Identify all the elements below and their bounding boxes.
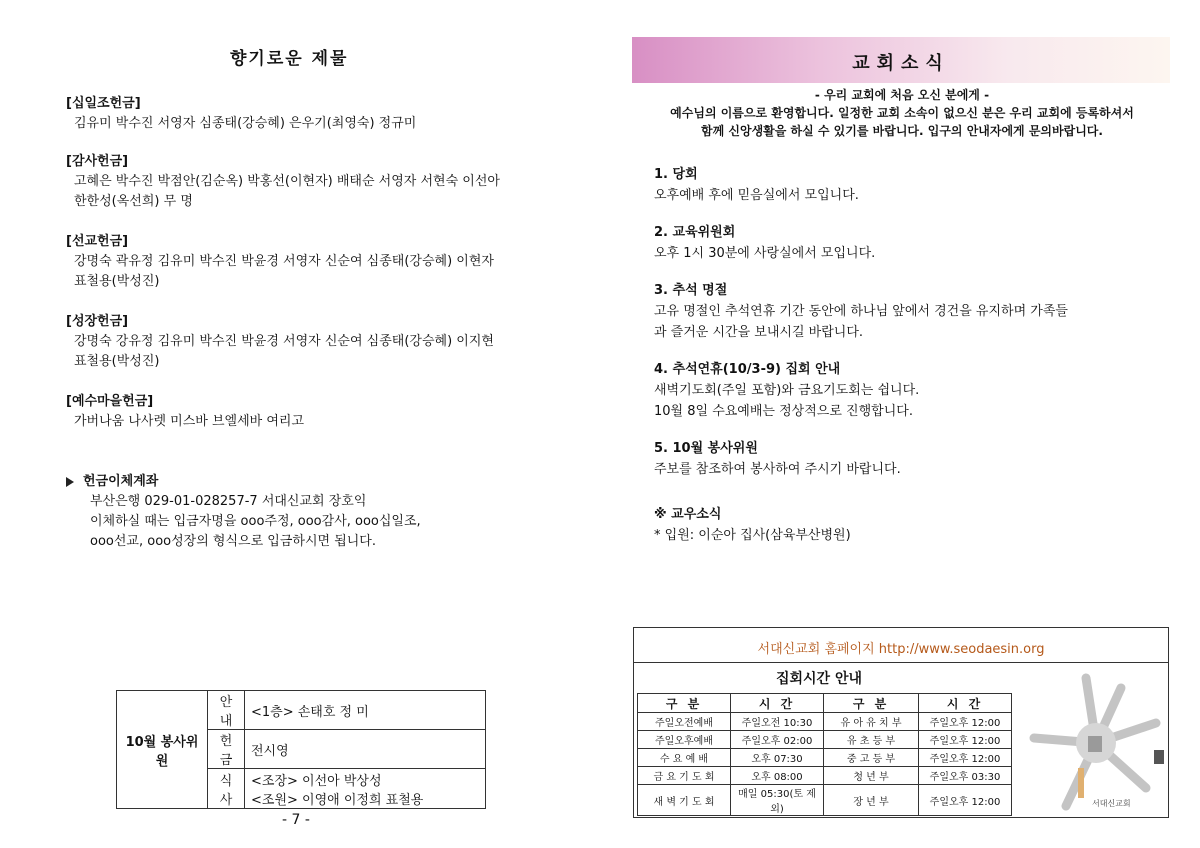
duty-category: 식사 bbox=[208, 769, 245, 809]
transfer-line: 이체하실 때는 입금자명을 ooo주정, ooo감사, ooo십일조, bbox=[90, 514, 421, 529]
offering-village bbox=[66, 392, 536, 432]
schedule-cell: 장 년 부 bbox=[824, 785, 919, 816]
transfer-head: 헌금이체계좌 bbox=[83, 474, 159, 489]
table-row bbox=[638, 785, 1012, 816]
news-line: 오후예배 후에 믿음실에서 모입니다. bbox=[654, 188, 859, 203]
left-page-title: 향기로운 제물 bbox=[230, 49, 349, 69]
schedule-cell: 주일오후 03:30 bbox=[919, 767, 1012, 785]
map-church-building-icon bbox=[1088, 736, 1102, 752]
news-item bbox=[654, 504, 1154, 546]
duty-category: 헌금 bbox=[208, 730, 245, 769]
map-marker-icon bbox=[1078, 768, 1084, 798]
news-head: ※ 교우소식 bbox=[654, 507, 722, 522]
news-line: 오후 1시 30분에 사랑실에서 모입니다. bbox=[654, 246, 876, 261]
offering-head: [예수마을헌금] bbox=[66, 394, 154, 409]
duty-value: <1층> 손태호 정 미 bbox=[245, 691, 486, 730]
location-map bbox=[1026, 668, 1166, 813]
homepage-link[interactable]: 서대신교회 홈페이지 http://www.seodaesin.org bbox=[757, 642, 1045, 657]
offering-head: [십일조헌금] bbox=[66, 96, 141, 111]
schedule-cell: 주일오후 12:00 bbox=[919, 713, 1012, 731]
schedule-header: 시 간 bbox=[731, 694, 824, 713]
schedule-cell: 주일오전예배 bbox=[638, 713, 731, 731]
news-item bbox=[654, 280, 1154, 343]
map-label: 서대신교회 bbox=[1092, 799, 1131, 808]
table-row bbox=[638, 749, 1012, 767]
schedule-table bbox=[637, 693, 1012, 816]
news-item bbox=[654, 359, 1154, 422]
schedule-cell: 수 요 예 배 bbox=[638, 749, 731, 767]
offering-mission bbox=[66, 232, 536, 292]
duty-table bbox=[116, 690, 486, 809]
schedule-cell: 주일오후 02:00 bbox=[731, 731, 824, 749]
duty-label: 10월 봉사위원 bbox=[117, 691, 208, 809]
transfer-account-section bbox=[66, 472, 546, 552]
offering-head: [감사헌금] bbox=[66, 154, 129, 169]
news-head: 5. 10월 봉사위원 bbox=[654, 441, 758, 456]
offering-line: 표철용(박성진) bbox=[74, 354, 160, 369]
schedule-cell: 유 초 등 부 bbox=[824, 731, 919, 749]
table-row bbox=[638, 767, 1012, 785]
news-line: * 입원: 이순아 집사(삼육부산병원) bbox=[654, 528, 851, 543]
table-row bbox=[638, 713, 1012, 731]
news-head: 3. 추석 명절 bbox=[654, 283, 728, 298]
news-head: 4. 추석연휴(10/3-9) 집회 안내 bbox=[654, 362, 841, 377]
offering-line: 표철용(박성진) bbox=[74, 274, 160, 289]
news-line: 10월 8일 수요예배는 정상적으로 진행합니다. bbox=[654, 404, 913, 419]
duty-category: 안내 bbox=[208, 691, 245, 730]
offering-growth bbox=[66, 312, 536, 372]
news-line: 새벽기도회(주일 포함)와 금요기도회는 쉽니다. bbox=[654, 383, 920, 398]
schedule-cell: 주일오전 10:30 bbox=[731, 713, 824, 731]
news-head: 1. 당회 bbox=[654, 167, 698, 182]
schedule-cell: 매일 05:30(토 제외) bbox=[731, 785, 824, 816]
welcome-line: 함께 신앙생활을 하실 수 있기를 바랍니다. 입구의 안내자에게 문의바랍니다. bbox=[701, 124, 1103, 138]
map-building-icon bbox=[1154, 750, 1164, 764]
news-head: 2. 교육위원회 bbox=[654, 225, 736, 240]
duty-value-line: <조장> 이선아 박상성 bbox=[251, 773, 382, 789]
schedule-cell: 오후 08:00 bbox=[731, 767, 824, 785]
duty-value-line: <조원> 이영애 이정희 표철용 bbox=[251, 792, 424, 808]
meeting-times-title: 집회시간 안내 bbox=[775, 671, 863, 687]
news-item bbox=[654, 222, 1154, 264]
schedule-cell: 유 아 유 치 부 bbox=[824, 713, 919, 731]
duty-value: 전시영 bbox=[245, 730, 486, 769]
schedule-cell: 오후 07:30 bbox=[731, 749, 824, 767]
welcome-heading: - 우리 교회에 처음 오신 분에게 - bbox=[814, 88, 990, 102]
church-news-title: 교회소식 bbox=[852, 53, 950, 74]
offering-line: 가버나움 나사렛 미스바 브엘세바 여리고 bbox=[74, 414, 305, 429]
schedule-header: 시 간 bbox=[919, 694, 1012, 713]
news-line: 고유 명절인 추석연휴 기간 동안에 하나님 앞에서 경건을 유지하며 가족들 bbox=[654, 304, 1068, 319]
schedule-cell: 주일오후 12:00 bbox=[919, 785, 1012, 816]
page-number: - 7 - bbox=[282, 812, 310, 828]
offering-thanks bbox=[66, 152, 536, 212]
offering-head: [선교헌금] bbox=[66, 234, 129, 249]
schedule-cell: 주일오후 12:00 bbox=[919, 731, 1012, 749]
news-line: 주보를 참조하여 봉사하여 주시기 바랍니다. bbox=[654, 462, 901, 477]
schedule-cell: 주일오후 12:00 bbox=[919, 749, 1012, 767]
offering-line: 강명숙 곽유정 김유미 박수진 박윤경 서영자 신순여 심종태(강승혜) 이현자 bbox=[74, 254, 494, 269]
offering-line: 김유미 박수진 서영자 심종태(강승혜) 은우기(최영숙) 정규미 bbox=[74, 116, 417, 131]
transfer-line: 부산은행 029-01-028257-7 서대신교회 장호익 bbox=[90, 494, 367, 509]
schedule-cell: 중 고 등 부 bbox=[824, 749, 919, 767]
news-item bbox=[654, 438, 1154, 480]
offering-line: 한한성(옥선희) 무 명 bbox=[74, 194, 193, 209]
schedule-cell: 새 벽 기 도 회 bbox=[638, 785, 731, 816]
schedule-cell: 금 요 기 도 회 bbox=[638, 767, 731, 785]
offering-head: [성장헌금] bbox=[66, 314, 129, 329]
news-line: 과 즐거운 시간을 보내시길 바랍니다. bbox=[654, 325, 864, 340]
table-row bbox=[638, 731, 1012, 749]
news-item bbox=[654, 164, 1154, 206]
schedule-cell: 주일오후예배 bbox=[638, 731, 731, 749]
schedule-cell: 청 년 부 bbox=[824, 767, 919, 785]
offering-line: 고혜은 박수진 박점안(김순옥) 박홍선(이현자) 배태순 서영자 서현숙 이선아 bbox=[74, 174, 500, 189]
transfer-line: ooo선교, ooo성장의 형식으로 입금하시면 됩니다. bbox=[90, 534, 377, 549]
church-news-banner bbox=[632, 37, 1170, 83]
triangle-bullet-icon bbox=[66, 477, 74, 487]
offering-tithe bbox=[66, 94, 536, 134]
duty-value bbox=[245, 769, 486, 809]
schedule-header: 구 분 bbox=[824, 694, 919, 713]
welcome-line: 예수님의 이름으로 환영합니다. 일정한 교회 소속이 없으신 분은 우리 교회에 등록하셔서 bbox=[670, 106, 1134, 120]
schedule-header: 구 분 bbox=[638, 694, 731, 713]
offering-line: 강명숙 강유정 김유미 박수진 박윤경 서영자 신순여 심종태(강승혜) 이지현 bbox=[74, 334, 494, 349]
divider bbox=[634, 662, 1168, 663]
info-box bbox=[633, 627, 1169, 818]
